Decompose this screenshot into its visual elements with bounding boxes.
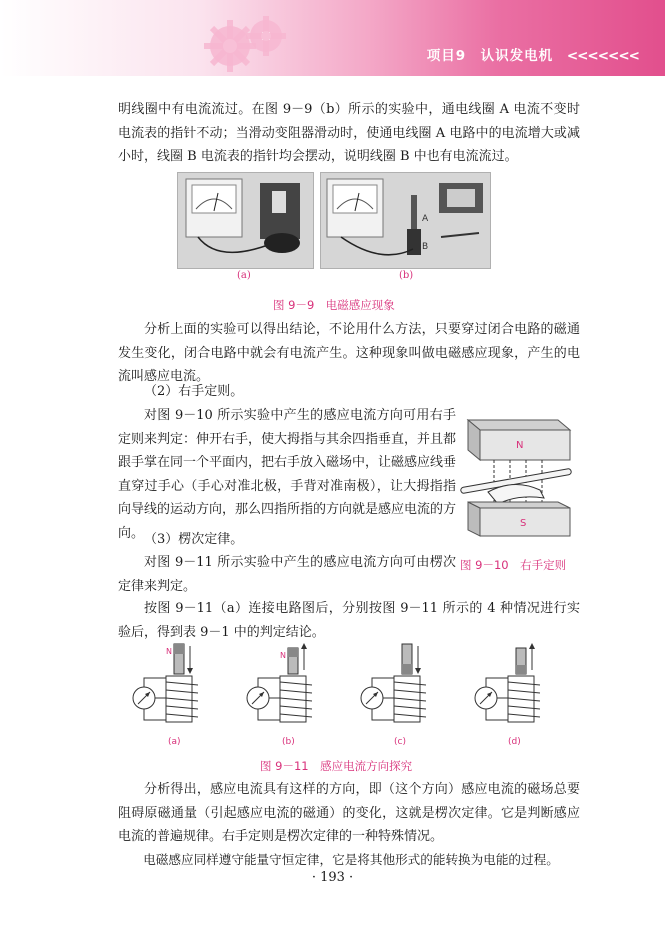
chapter-title (427, 44, 639, 64)
figure-9-9b-label: (b) (399, 270, 414, 281)
right-hand-rule-figure (458, 412, 576, 548)
paragraph-1: 明线圈中有电流流过。在图 9－9（b）所示的实验中，通电线圈 A 电流不变时电流表的指针不动；当滑动变阻器滑动时，使通电线圈 A 电路中的电流增大或减小时，线圈 B 电流表的指针均会摆动，说明线圈 B 中也有电流流过。 (118, 102, 580, 165)
paragraph-3: （2）右手定则。 (144, 384, 244, 399)
paragraph-6: 对图 9－11 所示实验中产生的感应电流方向可由楞次定律来判定。 (118, 555, 456, 594)
paragraph-7: 按图 9－11（a）连接电路图后，分别按图 9－11 所示的 4 种情况进行实验后，得到表 9－1 中的判定结论。 (118, 601, 580, 640)
galvanometer-photo-icon (178, 173, 313, 268)
paragraph-5: （3）楞次定律。 (144, 532, 244, 547)
experiment-a (133, 644, 198, 722)
magnet-pole-b: N (280, 651, 286, 660)
figure-9-9a-label: (a) (237, 270, 251, 281)
paragraph-4: 对图 9－10 所示实验中产生的感应电流方向可用右手定则来判定：伸开右手，使大拇指与其余四指垂直，并且都跟手掌在同一个平面内，把右手放入磁场中，让磁感应线垂直穿过手心（手心对准北极，手背对准南极），让大拇指指向导线的运动方向，那么四指所指的方向就是感应电流的方向。 (118, 408, 457, 541)
figure-9-9-caption: 图 9－9 电磁感应现象 (273, 298, 395, 312)
experiment-d (475, 643, 540, 722)
gears-icon (190, 8, 300, 74)
figure-9-11d-label: (d) (508, 737, 521, 747)
coil-a-label: A (422, 214, 429, 224)
paragraph-9: 电磁感应同样遵守能量守恒定律，它是将其他形式的能转换为电能的过程。 (143, 852, 559, 867)
page-header (0, 0, 665, 76)
paragraph-8: 分析得出，感应电流具有这样的方向，即（这个方向）感应电流的磁场总要阻碍原磁通量（引起感应电流的磁通）的变化，这就是楞次定律。它是判断感应电流的普遍规律。右手定则是楞次定律的一种特殊情况。 (118, 782, 580, 845)
induction-setup-photo-icon (321, 173, 490, 268)
figure-9-11a-label: (a) (168, 737, 181, 747)
magnet-pole-a: N (166, 647, 172, 656)
coil-b-label: B (422, 242, 429, 252)
photo-9-9b (320, 172, 491, 269)
figure-9-11b-label: (b) (282, 737, 295, 747)
paragraph-2: 分析上面的实验可以得出结论，不论用什么方法，只要穿过闭合电路的磁通发生变化，闭合电路中就会有电流产生。这种现象叫做电磁感应现象，产生的电流叫感应电流。 (118, 322, 580, 385)
page-number: · 193 · (311, 870, 354, 885)
pole-n-label: N (516, 440, 524, 451)
pole-s-label: S (520, 518, 527, 529)
experiment-b (247, 643, 312, 722)
figure-9-10-caption: 图 9－10 右手定则 (460, 558, 567, 572)
lenz-law-figure (124, 640, 564, 752)
chapter-title-text: 项目9 认识发电机 (426, 48, 554, 64)
experiment-c (361, 644, 426, 722)
figure-9-11c-label: (c) (394, 737, 406, 747)
chevron-arrows-icon: <<<<<<< (566, 48, 639, 64)
figure-9-11-caption: 图 9－11 感应电流方向探究 (260, 759, 413, 773)
photo-9-9a (177, 172, 314, 269)
